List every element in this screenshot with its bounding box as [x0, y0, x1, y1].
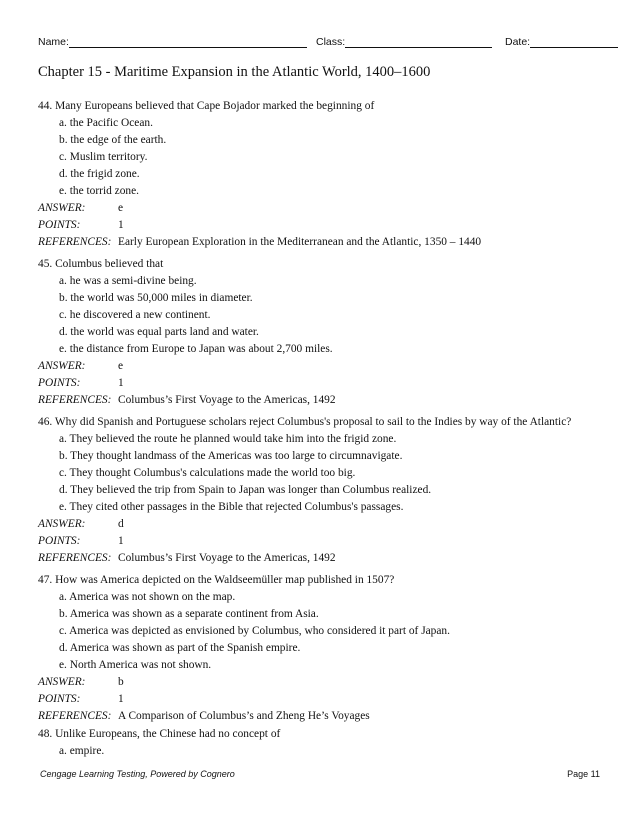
answer-value: e [118, 360, 124, 372]
class-field [316, 36, 492, 48]
references-row [38, 708, 608, 725]
references-row [38, 550, 608, 567]
question-stem: 46. Why did Spanish and Portuguese scholars reject Columbus's proposal to sail to the Indies by way of the Atlantic? [38, 416, 572, 428]
answer-row [38, 200, 608, 217]
points-row [38, 691, 608, 708]
question-stem: 48. Unlike Europeans, the Chinese had no concept of [38, 728, 281, 740]
answer-choice: c. Muslim territory. [59, 151, 148, 163]
points-value: 1 [118, 535, 124, 547]
references-value: Columbus’s First Voyage to the Americas, 1492 [118, 552, 336, 564]
answer-choice: c. They thought Columbus's calculations made the world too big. [59, 467, 356, 479]
answer-row [38, 358, 608, 375]
points-label: POINTS: [38, 535, 81, 547]
answer-row [38, 674, 608, 691]
answer-choice: a. empire. [59, 745, 105, 757]
references-label: REFERENCES: [38, 394, 112, 406]
answer-choice: d. the frigid zone. [59, 168, 140, 180]
points-row [38, 533, 608, 550]
name-blank-line [69, 36, 307, 48]
answer-label: ANSWER: [38, 676, 86, 688]
page-header [38, 36, 600, 50]
points-label: POINTS: [38, 377, 81, 389]
question-stem: 47. How was America depicted on the Waldseemüller map published in 1507? [38, 574, 395, 586]
class-label: Class: [316, 36, 346, 48]
answer-value: d [118, 518, 124, 530]
page-number: Page 11 [567, 769, 600, 779]
answer-label: ANSWER: [38, 518, 86, 530]
answer-choice: c. he discovered a new continent. [59, 309, 211, 321]
question-45 [38, 256, 608, 409]
answer-row [38, 516, 608, 533]
references-row [38, 392, 608, 409]
references-row [38, 234, 608, 251]
answer-choice: a. America was not shown on the map. [59, 591, 236, 603]
answer-choice: a. the Pacific Ocean. [59, 117, 153, 129]
date-field [505, 36, 618, 48]
points-value: 1 [118, 693, 124, 705]
question-46 [38, 414, 608, 567]
references-value: Early European Exploration in the Mediterranean and the Atlantic, 1350 – 1440 [118, 236, 482, 248]
answer-choice: b. the world was 50,000 miles in diameter. [59, 292, 253, 304]
answer-choice: a. he was a semi-divine being. [59, 275, 197, 287]
answer-choice: a. They believed the route he planned would take him into the frigid zone. [59, 433, 397, 445]
points-row [38, 375, 608, 392]
name-label: Name: [38, 36, 69, 48]
answer-label: ANSWER: [38, 202, 86, 214]
points-label: POINTS: [38, 219, 81, 231]
answer-choice: b. They thought landmass of the Americas was too large to circumnavigate. [59, 450, 403, 462]
answer-value: e [118, 202, 124, 214]
date-label: Date: [505, 36, 531, 48]
points-label: POINTS: [38, 693, 81, 705]
date-blank-line [530, 36, 618, 48]
name-field [38, 36, 307, 48]
question-stem: 44. Many Europeans believed that Cape Bojador marked the beginning of [38, 100, 375, 112]
question-48 [38, 726, 608, 760]
answer-value: b [118, 676, 124, 688]
chapter-title: Chapter 15 - Maritime Expansion in the Atlantic World, 1400–1600 [38, 64, 431, 80]
answer-choice: b. America was shown as a separate continent from Asia. [59, 608, 319, 620]
references-value: A Comparison of Columbus’s and Zheng He’s Voyages [118, 710, 370, 722]
answer-choice: d. the world was equal parts land and water. [59, 326, 259, 338]
references-value: Columbus’s First Voyage to the Americas, 1492 [118, 394, 336, 406]
answer-choice: e. the distance from Europe to Japan was about 2,700 miles. [59, 343, 333, 355]
answer-choice: d. America was shown as part of the Spanish empire. [59, 642, 301, 654]
class-blank-line [345, 36, 492, 48]
footer-credit: Cengage Learning Testing, Powered by Cognero [40, 769, 235, 779]
answer-choice: c. America was depicted as envisioned by Columbus, who considered it part of Japan. [59, 625, 450, 637]
points-value: 1 [118, 219, 124, 231]
question-47 [38, 572, 608, 725]
answer-choice: e. They cited other passages in the Bible that rejected Columbus's passages. [59, 501, 404, 513]
question-44 [38, 98, 608, 251]
references-label: REFERENCES: [38, 236, 112, 248]
points-value: 1 [118, 377, 124, 389]
references-label: REFERENCES: [38, 552, 112, 564]
answer-choice: e. the torrid zone. [59, 185, 140, 197]
points-row [38, 217, 608, 234]
answer-choice: e. North America was not shown. [59, 659, 212, 671]
answer-choice: b. the edge of the earth. [59, 134, 167, 146]
references-label: REFERENCES: [38, 710, 112, 722]
answer-label: ANSWER: [38, 360, 86, 372]
answer-choice: d. They believed the trip from Spain to Japan was longer than Columbus realized. [59, 484, 432, 496]
question-stem: 45. Columbus believed that [38, 258, 164, 270]
